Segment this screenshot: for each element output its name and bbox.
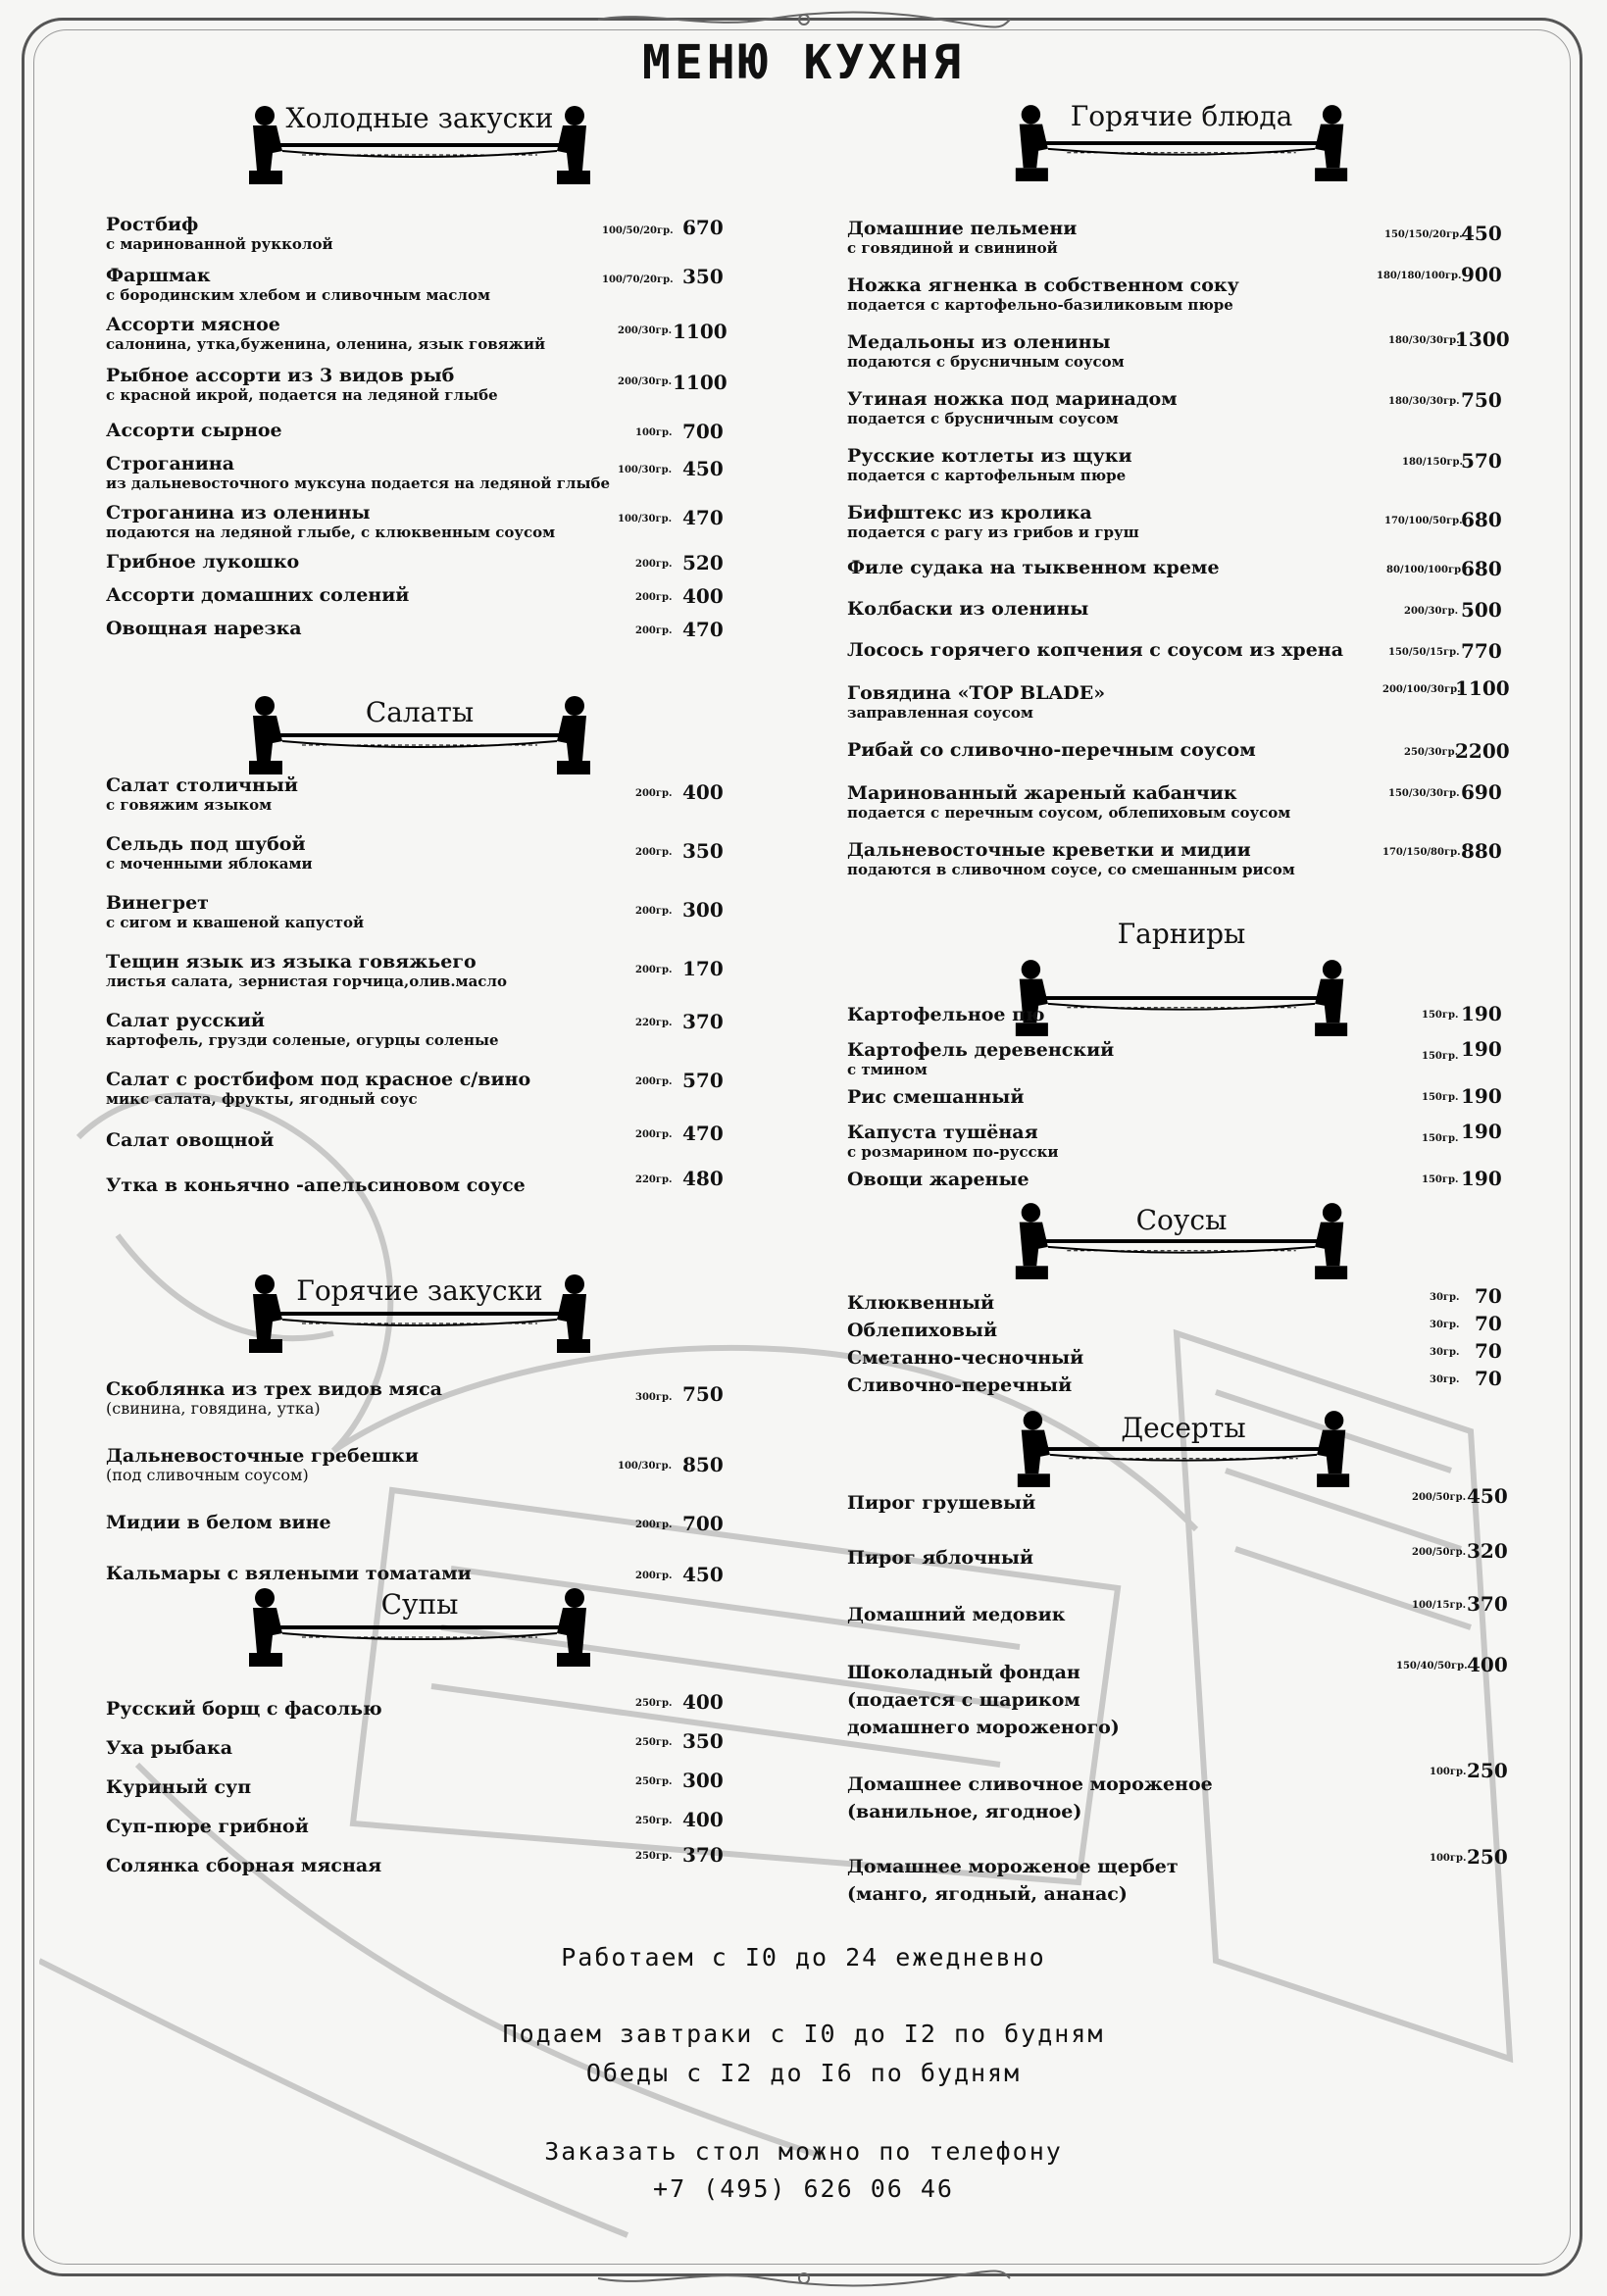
item-name: Строганина из оленины — [106, 502, 371, 524]
item-weight: 200/30гр. — [618, 376, 673, 387]
item-name: Картофельное пю — [847, 1004, 1045, 1025]
item-name: Ножка ягненка в собственном соку — [847, 275, 1239, 296]
menu-item — [847, 1539, 1508, 1569]
item-desc: из дальневосточного муксуна подается на ледяной глыбе — [106, 474, 611, 492]
menu-item — [106, 1563, 724, 1584]
item-price: 570 — [682, 1069, 724, 1092]
menu-item — [847, 739, 1510, 763]
item-weight: 150гр. — [1422, 1092, 1459, 1103]
item-name: Мидии в белом вине — [106, 1512, 331, 1533]
item-weight: 200гр. — [635, 847, 673, 858]
item-price: 70 — [1475, 1312, 1502, 1335]
section-title-cold: Холодные закуски — [285, 102, 554, 134]
item-price: 350 — [682, 839, 724, 863]
menu-item — [847, 1759, 1508, 1825]
item-name: Пирог яблочный — [847, 1547, 1033, 1569]
item-weight: 100гр. — [1430, 1767, 1467, 1777]
item-name: Шоколадный фондан — [847, 1662, 1080, 1683]
item-name: Сельдь под шубой — [106, 833, 306, 855]
item-desc: с красной икрой, подается на ледяной глыбе — [106, 386, 498, 404]
section-title-hot-starters: Горячие закуски — [296, 1274, 543, 1307]
item-weight: 150гр. — [1422, 1174, 1459, 1185]
menu-item — [847, 639, 1504, 661]
item-price: 2200 — [1455, 739, 1510, 763]
menu-item — [847, 1039, 1504, 1078]
item-desc: домашнего мороженого) — [847, 1717, 1120, 1738]
item-weight: 250гр. — [635, 1737, 673, 1748]
item-price: 300 — [682, 1769, 724, 1792]
item-weight: 200гр. — [635, 1129, 673, 1140]
item-weight: 100гр. — [1430, 1853, 1467, 1864]
item-price: 470 — [682, 618, 724, 641]
item-weight: 150/30/30гр. — [1388, 788, 1460, 799]
menu-item — [847, 1004, 1504, 1025]
menu-item — [106, 584, 724, 606]
item-desc: с розмарином по-русски — [847, 1143, 1059, 1161]
item-name: Рибай со сливочно-перечным соусом — [847, 739, 1256, 761]
item-desc: заправленная соусом — [847, 704, 1033, 722]
item-weight: 200гр. — [635, 1520, 673, 1530]
section-header-sauces — [1010, 1198, 1353, 1286]
item-weight: 180/180/100гр. — [1377, 271, 1462, 281]
menu-item — [106, 551, 724, 573]
item-name: Дальневосточные креветки и мидии — [847, 839, 1251, 861]
section-header-desserts — [1012, 1406, 1355, 1494]
item-weight: 100гр. — [635, 427, 673, 438]
item-weight: 170/150/80гр. — [1382, 847, 1461, 858]
item-name: Винегрет — [106, 892, 209, 914]
item-price: 190 — [1461, 1084, 1502, 1108]
item-name: Кальмары с вялеными томатами — [106, 1563, 472, 1584]
menu-item — [106, 502, 724, 541]
menu-item — [847, 839, 1504, 878]
item-price: 400 — [682, 1690, 724, 1714]
section-title-hot-dishes: Горячие блюда — [1070, 100, 1293, 132]
item-name: Грибное лукошко — [106, 551, 300, 573]
item-name: Лосось горячего копчения с соусом из хрена — [847, 639, 1344, 661]
item-weight: 30гр. — [1430, 1347, 1460, 1358]
item-desc: с тмином — [847, 1061, 928, 1078]
item-name: Фаршмак — [106, 265, 211, 286]
item-name: Капуста тушёная — [847, 1122, 1038, 1143]
item-name: Маринованный жареный кабанчик — [847, 782, 1237, 804]
item-name: Русский борщ с фасолью — [106, 1698, 382, 1720]
item-weight: 200гр. — [635, 592, 673, 603]
item-price: 520 — [682, 551, 724, 574]
item-price: 190 — [1461, 1120, 1502, 1143]
section-title-sauces: Соусы — [1135, 1204, 1228, 1236]
item-price: 370 — [682, 1010, 724, 1033]
item-price: 250 — [1467, 1759, 1508, 1782]
menu-item — [106, 892, 724, 931]
item-desc: с говядиной и свининой — [847, 239, 1058, 257]
menu-item — [106, 1069, 724, 1108]
item-desc: подается с брусничным соусом — [847, 410, 1119, 427]
item-price: 250 — [1467, 1845, 1508, 1869]
menu-item — [106, 1122, 724, 1151]
menu-item — [847, 676, 1510, 722]
item-price: 500 — [1461, 598, 1502, 622]
item-desc: (подается с шариком — [847, 1689, 1080, 1711]
item-name: Скоблянка из трех видов мяса — [106, 1378, 442, 1400]
item-name: Куриный суп — [106, 1776, 252, 1798]
menu-item — [106, 453, 724, 492]
menu-item — [106, 1010, 724, 1049]
item-weight: 220гр. — [635, 1174, 673, 1185]
item-price: 700 — [682, 420, 724, 443]
item-name: Бифштекс из кролика — [847, 502, 1092, 524]
item-desc: подаются в сливочном соусе, со смешанным рисом — [847, 861, 1295, 878]
item-weight: 100/15гр. — [1412, 1600, 1467, 1611]
item-price: 1100 — [1455, 676, 1510, 700]
item-weight: 30гр. — [1430, 1374, 1460, 1385]
item-name: Клюквенный — [847, 1292, 995, 1314]
lunch-hours: Обеды с I2 до I6 по будням — [585, 2059, 1022, 2087]
item-weight: 80/100/100гр — [1386, 565, 1462, 575]
item-weight: 30гр. — [1430, 1292, 1460, 1303]
item-price: 850 — [682, 1453, 724, 1476]
item-name: Дальневосточные гребешки — [106, 1445, 419, 1467]
item-price: 570 — [1461, 449, 1502, 473]
item-weight: 200/30гр. — [618, 325, 673, 336]
opening-hours: Работаем с I0 до 24 ежедневно — [561, 1943, 1046, 1972]
item-price: 700 — [682, 1512, 724, 1535]
item-desc: микс салата, фрукты, ягодный соус — [106, 1090, 418, 1108]
item-desc: с маринованной рукколой — [106, 235, 333, 253]
item-weight: 250гр. — [635, 1776, 673, 1787]
item-name: Домашний медовик — [847, 1604, 1066, 1625]
item-name: Медальоны из оленины — [847, 331, 1111, 353]
section-title-desserts: Десерты — [1121, 1412, 1246, 1444]
item-weight: 200гр. — [635, 1571, 673, 1581]
bottom-ornament — [588, 2267, 1020, 2290]
item-price: 770 — [1461, 639, 1502, 663]
menu-item — [847, 1122, 1504, 1161]
item-weight: 30гр. — [1430, 1320, 1460, 1330]
item-weight: 200/30гр. — [1404, 606, 1459, 617]
item-weight: 150/150/20гр. — [1384, 229, 1463, 240]
item-name: Сметанно-чесночный — [847, 1347, 1084, 1369]
item-name: Пирог грушевый — [847, 1492, 1036, 1514]
item-name: Рыбное ассорти из 3 видов рыб — [106, 365, 455, 386]
top-ornament — [588, 8, 1020, 31]
item-price: 1100 — [673, 371, 728, 394]
item-weight: 300гр. — [635, 1392, 673, 1403]
item-weight: 150гр. — [1422, 1010, 1459, 1021]
item-name: Салат с ростбифом под красное с/вино — [106, 1069, 531, 1090]
item-desc: подается с перечным соусом, облепиховым соусом — [847, 804, 1291, 822]
menu-item — [106, 1378, 724, 1418]
item-name: Домашние пельмени — [847, 218, 1078, 239]
item-weight: 180/150гр. — [1402, 457, 1464, 468]
menu-item — [106, 214, 724, 253]
item-name: Ростбиф — [106, 214, 199, 235]
item-price: 190 — [1461, 1037, 1502, 1061]
menu-item — [847, 1592, 1508, 1625]
menu-item — [847, 445, 1504, 484]
menu-item — [106, 1769, 724, 1798]
item-price: 670 — [682, 216, 724, 239]
item-name: Утиная ножка под маринадом — [847, 388, 1178, 410]
item-name: Говядина «TOP BLADE» — [847, 682, 1106, 704]
item-price: 900 — [1461, 263, 1502, 286]
item-weight: 250гр. — [635, 1816, 673, 1826]
item-price: 370 — [682, 1843, 724, 1867]
item-price: 880 — [1461, 839, 1502, 863]
menu-item — [106, 1512, 724, 1533]
item-price: 400 — [1467, 1653, 1508, 1676]
menu-item — [847, 1284, 1504, 1314]
menu-item — [847, 1845, 1508, 1908]
item-price: 70 — [1475, 1284, 1502, 1308]
item-price: 190 — [1461, 1002, 1502, 1025]
item-price: 450 — [1461, 222, 1502, 245]
item-desc: салонина, утка,буженина, оленина, язык говяжий — [106, 335, 546, 353]
item-weight: 150гр. — [1422, 1051, 1459, 1062]
menu-item — [106, 1445, 724, 1484]
item-name: Ассорти мясное — [106, 314, 280, 335]
menu-item — [106, 833, 724, 873]
item-name: Суп-пюре грибной — [106, 1816, 309, 1837]
item-name: Салат русский — [106, 1010, 266, 1031]
item-name: Утка в коньячно -апельсиновом соусе — [106, 1174, 526, 1196]
menu-item — [106, 951, 724, 990]
menu-item — [106, 1167, 724, 1196]
item-weight: 100/30гр. — [618, 514, 673, 524]
menu-item — [847, 1367, 1504, 1396]
item-price: 680 — [1461, 557, 1502, 580]
item-weight: 100/50/20гр. — [602, 225, 674, 236]
section-title-salads: Салаты — [365, 696, 475, 728]
section-header-hot-dishes — [1010, 100, 1353, 188]
item-desc: подаются на ледяной глыбе, с клюквенным соусом — [106, 524, 556, 541]
item-desc: картофель, грузди соленые, огурцы соленые — [106, 1031, 499, 1049]
item-weight: 200/100/30гр. — [1382, 684, 1461, 695]
item-weight: 180/30/30гр. — [1388, 335, 1460, 346]
item-price: 690 — [1461, 780, 1502, 804]
item-weight: 220гр. — [635, 1018, 673, 1028]
item-price: 450 — [1467, 1484, 1508, 1508]
item-desc: с бородинским хлебом и сливочным маслом — [106, 286, 490, 304]
item-price: 680 — [1461, 508, 1502, 531]
menu-item — [847, 1312, 1504, 1341]
item-name: Облепиховый — [847, 1320, 998, 1341]
item-desc: (манго, ягодный, ананас) — [847, 1883, 1128, 1905]
item-desc: подается с картофельно-базиликовым пюре — [847, 296, 1233, 314]
menu-item — [847, 1484, 1508, 1514]
item-desc: подаются с брусничным соусом — [847, 353, 1125, 371]
item-name: Ассорти сырное — [106, 420, 282, 441]
item-name: Овощная нарезка — [106, 618, 302, 639]
menu-item — [106, 1729, 724, 1759]
item-weight: 200/50гр. — [1412, 1547, 1467, 1558]
item-name: Ассорти домашних солений — [106, 584, 410, 606]
item-name: Тещин язык из языка говяжьего — [106, 951, 477, 973]
item-price: 1300 — [1455, 327, 1510, 351]
item-weight: 250/30гр. — [1404, 747, 1459, 758]
section-header-soups — [243, 1584, 596, 1672]
item-weight: 170/100/50гр. — [1384, 516, 1463, 526]
item-weight: 200гр. — [635, 788, 673, 799]
menu-item — [847, 557, 1504, 578]
item-desc: подается с картофельным пюре — [847, 467, 1127, 484]
menu-item — [847, 782, 1504, 822]
item-weight: 200гр. — [635, 1076, 673, 1087]
item-name: Колбаски из оленины — [847, 598, 1089, 620]
menu-item — [847, 263, 1504, 314]
item-name: Уха рыбака — [106, 1737, 233, 1759]
section-header-salads — [243, 692, 596, 780]
menu-item — [847, 502, 1504, 541]
item-name: Овощи жареные — [847, 1169, 1029, 1190]
item-name: Домашнее сливочное мороженое — [847, 1773, 1213, 1795]
item-price: 750 — [682, 1382, 724, 1406]
item-price: 1100 — [673, 320, 728, 343]
item-weight: 200гр. — [635, 906, 673, 917]
item-desc: (под сливочным соусом) — [106, 1466, 309, 1484]
item-price: 450 — [682, 457, 724, 480]
item-desc: с моченными яблоками — [106, 855, 313, 873]
menu-item — [847, 1086, 1504, 1108]
item-price: 400 — [682, 1808, 724, 1831]
item-name: Русские котлеты из щуки — [847, 445, 1132, 467]
item-weight: 200гр. — [635, 559, 673, 570]
item-price: 190 — [1461, 1167, 1502, 1190]
item-price: 480 — [682, 1167, 724, 1190]
item-weight: 200/50гр. — [1412, 1492, 1467, 1503]
item-weight: 250гр. — [635, 1698, 673, 1709]
item-desc: с сигом и квашеной капустой — [106, 914, 365, 931]
item-name: Салат столичный — [106, 774, 298, 796]
menu-item — [106, 1690, 724, 1720]
item-weight: 250гр. — [635, 1851, 673, 1862]
item-weight: 100/30гр. — [618, 1461, 673, 1472]
item-weight: 150/50/15гр. — [1388, 647, 1460, 658]
item-desc: с говяжим языком — [106, 796, 273, 814]
item-weight: 180/30/30гр. — [1388, 396, 1460, 407]
item-name: Рис смешанный — [847, 1086, 1025, 1108]
item-price: 300 — [682, 898, 724, 922]
diners-table-icon — [1010, 955, 1353, 1043]
item-price: 450 — [682, 1563, 724, 1586]
item-price: 370 — [1467, 1592, 1508, 1616]
menu-item — [847, 1653, 1508, 1741]
menu-item — [106, 1843, 724, 1876]
section-header-garnish — [1010, 918, 1353, 1006]
item-price: 170 — [682, 957, 724, 980]
item-price: 70 — [1475, 1339, 1502, 1363]
menu-item — [106, 365, 728, 404]
item-name: Салат овощной — [106, 1129, 275, 1151]
item-weight: 100/30гр. — [618, 465, 673, 475]
item-desc: листья салата, зернистая горчица,олив.масло — [106, 973, 508, 990]
menu-item — [847, 388, 1504, 427]
menu-item — [847, 218, 1504, 257]
reservation-text: Заказать стол можно по телефону — [544, 2137, 1063, 2166]
menu-title: МЕНЮ КУХНЯ — [642, 35, 965, 90]
menu-item — [106, 314, 728, 353]
item-weight: 150/40/50гр. — [1396, 1661, 1468, 1672]
item-name: Филе судака на тыквенном креме — [847, 557, 1220, 578]
item-price: 320 — [1467, 1539, 1508, 1563]
item-name: Солянка сборная мясная — [106, 1855, 382, 1876]
item-price: 400 — [682, 780, 724, 804]
item-weight: 200гр. — [635, 965, 673, 975]
menu-item — [106, 774, 724, 814]
menu-item — [106, 1808, 724, 1837]
menu-item — [847, 327, 1510, 371]
item-name: Домашнее мороженое щербет — [847, 1856, 1179, 1877]
section-title-garnish: Гарниры — [1117, 918, 1246, 950]
item-desc: подается с рагу из грибов и груш — [847, 524, 1139, 541]
breakfast-hours: Подаем завтраки с I0 до I2 по будням — [502, 2020, 1105, 2048]
item-price: 350 — [682, 265, 724, 288]
phone-number[interactable]: +7 (495) 626 06 46 — [653, 2174, 954, 2203]
section-header-hot-starters — [243, 1271, 596, 1359]
item-desc: (свинина, говядина, утка) — [106, 1399, 321, 1418]
item-price: 470 — [682, 1122, 724, 1145]
item-price: 470 — [682, 506, 724, 529]
item-desc: (ванильное, ягодное) — [847, 1801, 1082, 1822]
item-weight: 200гр. — [635, 625, 673, 636]
menu-item — [106, 420, 724, 441]
menu-item — [106, 265, 724, 304]
section-header-cold — [243, 102, 596, 190]
menu-item — [106, 618, 724, 639]
item-price: 70 — [1475, 1367, 1502, 1390]
menu-item — [847, 1169, 1504, 1190]
item-weight: 150гр. — [1422, 1133, 1459, 1144]
item-name: Сливочно-перечный — [847, 1374, 1073, 1396]
item-price: 750 — [1461, 388, 1502, 412]
item-name: Строганина — [106, 453, 235, 474]
menu-item — [847, 598, 1504, 620]
section-title-soups: Супы — [380, 1588, 459, 1621]
menu-item — [847, 1339, 1504, 1369]
item-name: Картофель деревенский — [847, 1039, 1115, 1061]
item-weight: 100/70/20гр. — [602, 275, 674, 285]
item-price: 350 — [682, 1729, 724, 1753]
item-price: 400 — [682, 584, 724, 608]
